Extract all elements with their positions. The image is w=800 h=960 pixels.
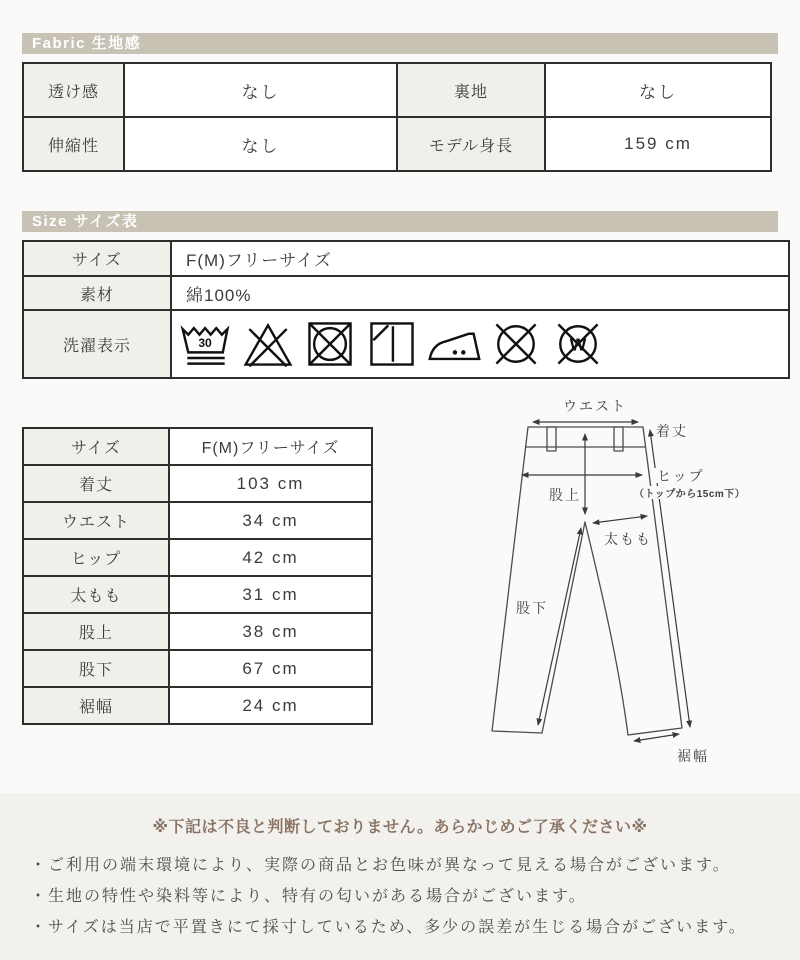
hem-arrow	[634, 734, 679, 741]
meas-label-cell: 裾幅	[23, 687, 169, 724]
meas-value-cell: 24 cm	[169, 687, 372, 724]
table-row	[23, 613, 372, 650]
fabric-section-header: Fabric 生地感	[22, 33, 778, 54]
meas-label-cell: 股下	[23, 650, 169, 687]
line-dry-in-shade-icon	[364, 316, 420, 372]
hem-label: 裾幅	[677, 748, 709, 764]
meas-label-cell: 股上	[23, 613, 169, 650]
meas-header-value: F(M)フリーサイズ	[169, 428, 372, 465]
note-bullet: ・生地の特性や染料等により、特有の匂いがある場合がございます。	[30, 888, 587, 905]
table-row	[23, 428, 372, 465]
fabric-value-cell: 159 cm	[545, 117, 771, 171]
fabric-table	[22, 62, 772, 172]
fabric-value-cell: なし	[124, 63, 397, 117]
meas-value-cell: 31 cm	[169, 576, 372, 613]
note-bullet: ・ご利用の端末環境により、実際の商品とお色味が異なって見える場合がございます。	[30, 857, 731, 874]
table-row	[23, 310, 789, 378]
thigh-label: 太もも	[604, 531, 652, 547]
size-info-table	[22, 240, 790, 379]
waist-label: ウエスト	[563, 398, 627, 414]
hip-note-label: （トップから15cm下）	[634, 489, 746, 500]
do-not-bleach-icon	[240, 316, 296, 372]
care-icon-row	[172, 312, 788, 376]
meas-label-cell: ウエスト	[23, 502, 169, 539]
fabric-value-cell: なし	[124, 117, 397, 171]
fabric-label-cell: 伸縮性	[23, 117, 124, 171]
meas-value-cell: 42 cm	[169, 539, 372, 576]
wash-30-gentle-icon	[178, 316, 234, 372]
notes-headline: ※下記は不良と判断しておりません。あらかじめご了承ください※	[152, 819, 648, 836]
inseam-arrow	[538, 528, 581, 725]
table-row	[23, 276, 789, 310]
do-not-tumble-dry-icon	[302, 316, 358, 372]
iron-medium-icon	[426, 316, 482, 372]
table-row	[23, 539, 372, 576]
measurements-table	[22, 427, 373, 725]
meas-value-cell: 103 cm	[169, 465, 372, 502]
svg-text:30: 30	[198, 335, 212, 350]
meas-label-cell: 太もも	[23, 576, 169, 613]
meas-value-cell: 67 cm	[169, 650, 372, 687]
size-section-header: Size サイズ表	[22, 211, 778, 232]
notes-bullet-list	[30, 850, 800, 943]
fabric-label-cell: 透け感	[23, 63, 124, 117]
do-not-dryclean-icon	[488, 316, 544, 372]
table-row	[23, 576, 372, 613]
size-info-value-cell: F(M)フリーサイズ	[171, 241, 789, 276]
table-row	[23, 63, 771, 117]
svg-text:W: W	[569, 334, 587, 355]
meas-value-cell: 38 cm	[169, 613, 372, 650]
table-row	[23, 241, 789, 276]
care-label-cell: 洗濯表示	[23, 310, 171, 378]
table-row	[23, 465, 372, 502]
meas-label-cell: 着丈	[23, 465, 169, 502]
fabric-label-cell: 裏地	[397, 63, 545, 117]
notes-section	[0, 793, 800, 960]
length-label: 着丈	[656, 423, 688, 439]
fabric-value-cell: なし	[545, 63, 771, 117]
thigh-arrow	[593, 516, 647, 523]
fabric-label-cell: モデル身長	[397, 117, 545, 171]
size-info-label-cell: サイズ	[23, 241, 171, 276]
rise-label: 股上	[549, 487, 581, 503]
meas-label-cell: ヒップ	[23, 539, 169, 576]
note-bullet: ・サイズは当店で平置きにて採寸しているため、多少の誤差が生じる場合がございます。	[30, 919, 747, 936]
inseam-label: 股下	[516, 600, 548, 616]
size-info-label-cell: 素材	[23, 276, 171, 310]
table-row	[23, 117, 771, 171]
table-row	[23, 502, 372, 539]
meas-header-label: サイズ	[23, 428, 169, 465]
do-not-wetclean-icon	[550, 316, 606, 372]
meas-value-cell: 34 cm	[169, 502, 372, 539]
table-row	[23, 650, 372, 687]
size-info-value-cell: 綿100%	[171, 276, 789, 310]
pants-measurement-diagram	[450, 390, 790, 770]
table-row	[23, 687, 372, 724]
hip-label: ヒップ	[657, 468, 705, 484]
